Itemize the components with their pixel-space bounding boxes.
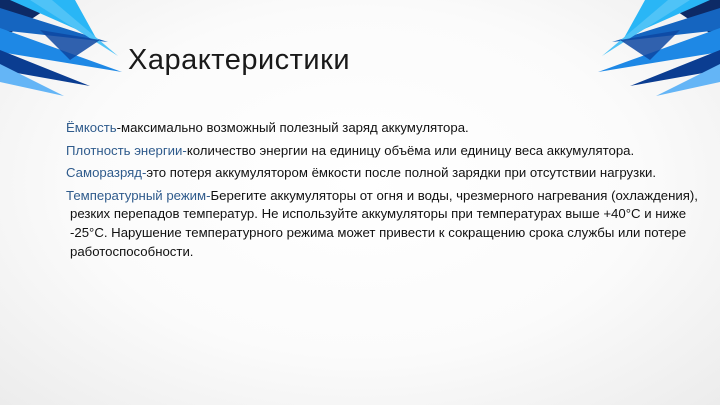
characteristics-list — [66, 119, 706, 265]
term-definition: это потеря аккумулятором ёмкости после полной зарядки при отсутствии нагрузки. — [146, 165, 656, 181]
list-item-self-discharge — [66, 164, 706, 183]
slide-title: Характеристики — [128, 44, 351, 76]
term-definition: -максимально возможный полезный заряд аккумулятора. — [116, 120, 469, 135]
decorative-shards-right-icon — [590, 0, 720, 100]
term-label: Ёмкость — [66, 120, 117, 135]
list-item-capacity — [66, 119, 706, 138]
list-item-energy-density — [66, 142, 706, 161]
term-definition: количество энергии на единицу объёма или единицу веса аккумулятора. — [186, 142, 635, 158]
term-definition: Берегите аккумуляторы от огня и воды, чрезмерного нагревания (охлаждения), резких перепадов температур. Не используйте аккумуляторы при температурах выше +40°С и ниже -25°С. Нарушение температурного режима может привести к сокращению срока службы или потере работоспособности. — [70, 187, 698, 259]
decorative-shards-left-icon — [0, 0, 130, 100]
term-label: Саморазряд- — [66, 165, 147, 181]
list-item-temperature-mode — [66, 187, 706, 261]
term-label: Плотность энергии- — [66, 142, 187, 158]
term-label: Температурный режим- — [66, 187, 211, 203]
